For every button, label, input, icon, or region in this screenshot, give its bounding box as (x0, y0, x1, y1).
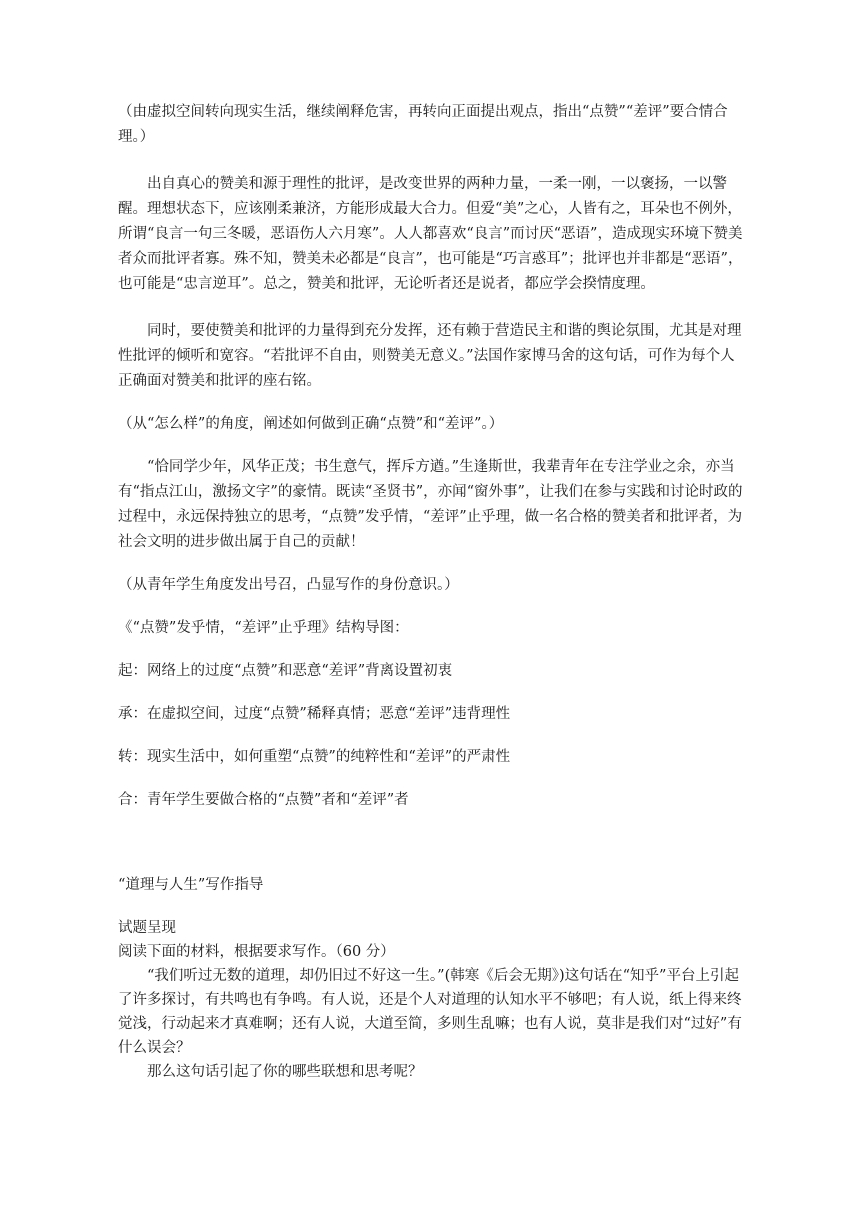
body-paragraph-3: “恰同学少年，风华正茂；书生意气，挥斥方遒。”生逢斯世，我辈青年在专注学业之余，亦当有“指点江山，激扬文字”的豪情。既读“圣贤书”，亦闻“窗外事”，让我们在参与实践和讨论时政的过程中，永远保持独立的思考，“点赞”发乎情，“差评”止乎理，做一名合格的赞美者和批评者，为社会文明的进步做出属于自己的贡献！ (118, 459, 743, 550)
annotation-note-2: （从“怎么样”的角度，阐述如何做到正确“点赞”和“差评”。） (118, 416, 504, 432)
body-paragraph-2: 同时，要使赞美和批评的力量得到充分发挥，还有赖于营造民主和谐的舆论氛围，尤其是对理性批评的倾听和宽容。“若批评不自由，则赞美无意义。”法国作家博马舍的这句话，可作为每个人正确面对赞美和批评的座右铭。 (118, 323, 742, 389)
guide-question: 那么这句话引起了你的哪些联想和思考呢？ (147, 1064, 423, 1080)
guide-title: “道理与人生”写作指导 (118, 877, 264, 893)
structure-map-title: 《“点赞”发乎情，“差评”止乎理》结构导图： (118, 620, 409, 636)
structure-item-zhuan: 转：现实生活中，如何重塑“点赞”的纯粹性和“差评”的严肃性 (118, 749, 511, 765)
annotation-note-3: （从青年学生角度发出号召，凸显写作的身份意识。） (118, 577, 459, 593)
structure-item-qi: 起：网络上的过度“点赞”和恶意“差评”背离设置初衷 (118, 663, 453, 679)
structure-item-he: 合：青年学生要做合格的“点赞”者和“差评”者 (118, 792, 409, 808)
guide-instruction: 阅读下面的材料，根据要求写作。（60 分） (118, 944, 395, 960)
body-paragraph-1: 出自真心的赞美和源于理性的批评，是改变世界的两种力量，一柔一刚，一以褒扬，一以警醒。理想状态下，应该刚柔兼济，方能形成最大合力。但爱“美”之心，人皆有之，耳朵也不例外，所谓“良言一句三冬暖，恶语伤人六月寒”。人人都喜欢“良言”而讨厌“恶语”，造成现实环境下赞美者众而批评者寡。殊不知，赞美未必都是“良言”，也可能是“巧言惑耳”；批评也并非都是“恶语”，也可能是“忠言逆耳”。总之，赞美和批评，无论听者还是说者，都应学会揆情度理。 (118, 176, 743, 292)
guide-material: “我们听过无数的道理，却仍旧过不好这一生。”(韩寒《后会无期》)这句话在“知乎”平台上引起了许多探讨，有共鸣也有争鸣。有人说，还是个人对道理的认知水平不够吧；有人说，纸上得来终觉浅，行动起来才真难啊；还有人说，大道至简，多则生乱嘛；也有人说，莫非是我们对“过好”有什么误会？ (118, 968, 742, 1056)
guide-section-heading: 试题呈现 (118, 920, 176, 936)
structure-item-cheng: 承：在虚拟空间，过度“点赞”稀释真情；恶意“差评”违背理性 (118, 706, 511, 722)
annotation-note-1: （由虚拟空间转向现实生活，继续阐释危害，再转向正面提出观点，指出“点赞”“差评”要合情合理。） (118, 104, 728, 145)
